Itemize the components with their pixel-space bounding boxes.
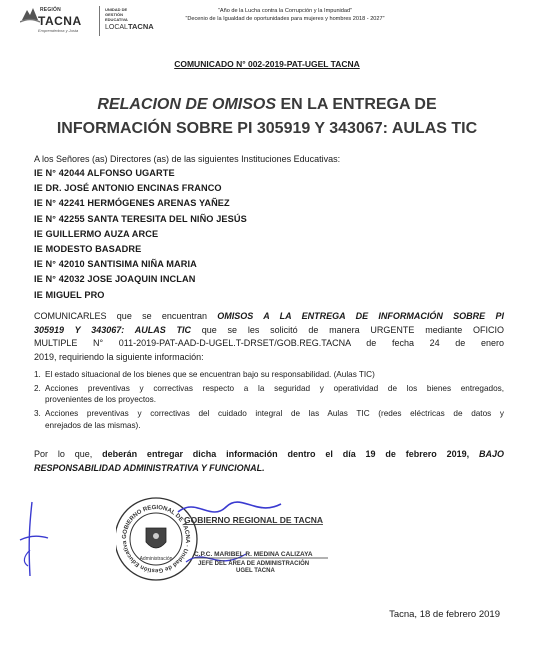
motto-line-1: “Año de la Lucha contra la Corrupción y la Impunidad” <box>217 8 352 14</box>
list-item: IE DR. JOSÉ ANTONIO ENCINAS FRANCO <box>34 183 222 194</box>
list-item: IE GUILLERMO AUZA ARCE <box>34 228 159 239</box>
item-text: Acciones preventivas y correctivas respecto a la seguridad y operatividad de los bienes entregados, <box>45 383 504 393</box>
intro-text: A los Señores (as) Directores (as) de las siguientes Instituciones Educativas: <box>34 154 341 164</box>
item-text: Acciones preventivas y correctivas del cuidado integral de las Aulas TIC (redes eléctricas de datos y <box>45 409 504 419</box>
item-number: 3. <box>34 409 41 419</box>
document-date: Tacna, 18 de febrero 2019 <box>389 609 500 620</box>
document-title-line-2: INFORMACIÓN SOBRE PI 305919 Y 343067: AULAS TIC <box>56 120 478 137</box>
text-run: Por lo que, <box>34 449 103 459</box>
region-logo-mark <box>20 6 40 24</box>
list-item: IE N° 42044 ALFONSO UGARTE <box>34 168 175 178</box>
paragraph-line: 2019, requiriendo la siguiente información: <box>34 352 204 363</box>
stamp-org-line: GOBIERNO REGIONAL DE TACNA <box>184 515 323 525</box>
paragraph-line <box>34 310 504 324</box>
paragraph-line: MULTIPLE N° 011-2019-PAT-AAD-D-UGEL.T-DRSET/GOB.REG.TACNA de fecha 24 de enero <box>34 338 504 349</box>
paragraph-deadline <box>34 448 504 475</box>
motto-line-2: “Decenio de la Igualdad de oportunidades para mujeres y hombres 2018 - 2027” <box>185 16 385 22</box>
ugel-small-label: UNIDAD DE GESTIÓN EDUCATIVA <box>105 7 128 22</box>
list-item <box>34 383 504 406</box>
item-number: 1. <box>34 370 41 379</box>
comunicado-number: COMUNICADO N° 002-2019-PAT-UGEL TACNA <box>174 59 360 69</box>
list-item: IE N° 42032 JOSE JOAQUIN INCLAN <box>34 274 196 285</box>
requirements-list <box>34 369 504 432</box>
paragraph-line <box>34 324 504 338</box>
list-item: IE N° 42010 SANTISIMA NIÑA MARIA <box>34 259 197 270</box>
list-item: IE N° 42241 HERMÓGENES ARENAS YAÑEZ <box>34 198 230 209</box>
ugel-name <box>105 23 154 32</box>
stamp-unit-line: UGEL TACNA <box>236 568 275 574</box>
paragraph-line <box>34 448 504 462</box>
text-run: COMUNICARLES que se encuentran <box>34 311 218 321</box>
document-title-line-1 <box>0 95 534 114</box>
text-run-bold: deberán entregar dicha información dentro el día 19 de febrero 2019, <box>102 449 470 459</box>
item-text: El estado situacional de los bienes que se encuentran bajo su responsabilidad. (Aulas TIC) <box>45 370 375 379</box>
title-rest: EN LA ENTREGA DE <box>276 96 437 113</box>
title-italic: RELACION DE OMISOS <box>97 96 277 113</box>
stamp-name-line: C.P.C. MARIBEL R. MEDINA CALIZAYA <box>194 551 313 558</box>
ugel-prefix: LOCAL <box>105 24 128 31</box>
ugel-big-name: TACNA <box>127 22 154 31</box>
item-number: 2. <box>34 383 41 393</box>
list-item <box>34 369 504 381</box>
text-run-bold-italic: BAJO <box>469 449 504 459</box>
list-item: IE MIGUEL PRO <box>34 289 105 300</box>
handwritten-initial <box>18 500 52 585</box>
item-text: enrejados de las mismas). <box>45 420 141 430</box>
list-item: IE N° 42255 SANTA TERESITA DEL NIÑO JESÚS <box>34 213 247 224</box>
text-run-bold-italic: OMISOS A LA ENTREGA DE INFORMACIÓN SOBRE PI <box>217 311 504 321</box>
official-seal <box>116 492 346 592</box>
seal-ring-text: GOBIERNO REGIONAL DE TACNA · Unidad de Gestión Educativa <box>121 504 191 574</box>
schools-list <box>34 166 247 303</box>
seal-inner-text: Administración <box>139 556 173 562</box>
text-run: que se les solicitó de manera URGENTE mediante OFICIO <box>190 324 504 335</box>
logo-name: TACNA <box>38 14 82 28</box>
list-item: IE MODESTO BASADRE <box>34 243 142 254</box>
stamp-role-line: JEFE DEL ÁREA DE ADMINISTRACIÓN <box>198 561 310 567</box>
text-run-bold-italic: 305919 Y 343067: AULAS TIC <box>34 324 191 335</box>
header-motto <box>165 7 405 23</box>
logo-region-label: REGIÓN <box>40 7 61 13</box>
paragraph-omisos <box>34 310 504 365</box>
header-divider <box>99 6 100 36</box>
paragraph-line: RESPONSABILIDAD ADMINISTRATIVA Y FUNCIONAL. <box>34 462 265 473</box>
logo-tagline: Emprendedora y Justa <box>38 28 79 33</box>
list-item <box>34 408 504 431</box>
item-text: provenientes de los proyectos. <box>45 395 157 405</box>
